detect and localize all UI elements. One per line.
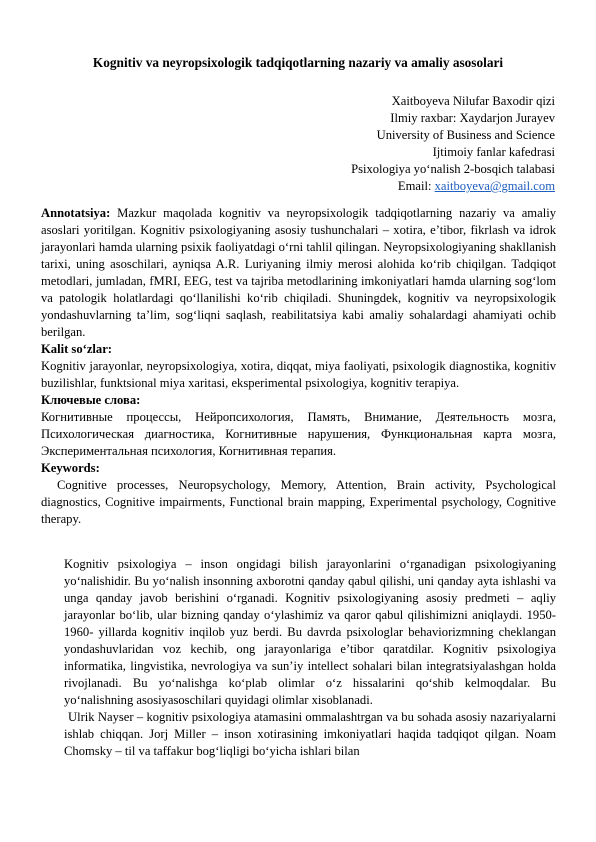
keywords-en-text: Cognitive processes, Neuropsychology, Memory, Attention, Brain activity, Psychological diagnostics, Cognitive impairments, Functional brain mapping, Experimental psychology, Cognitive therapy. xyxy=(41,478,556,526)
advisor-line: Ilmiy raxbar: Xaydarjon Jurayev xyxy=(390,111,555,125)
abstract-paragraph xyxy=(41,205,556,341)
university-line: University of Business and Science xyxy=(376,128,555,142)
keywords-en-label: Keywords: xyxy=(41,461,100,475)
body-paragraph-1: Kognitiv psixologiya – inson ongidagi bilish jarayonlarini o‘rganadigan psixologiyaning yo‘nalishidir. Bu yo‘nalish insonning axborotni qanday qabul qilishi, uni qanday ayta ishlashi va unga qanday javob berishini o‘rganadi. Kognitiv psixologiyaning asosiy predmeti – aqliy jarayonlar bo‘lib, ular bizning qanday o‘ylashimiz va qaror qabul qilishimizni aniqlaydi. 1950-1960- yillarda kognitiv inqilob yuz berdi. Bu davrda psixologlar behaviorizmning cheklangan yondashuvlaridan voz kechib, ong jarayonlariga e’tibor qaratdilar. Kognitiv psixologiya informatika, lingvistika, nevrologiya va sun’iy intellect sohalari bilan integratsiyalashgan holda rivojlanadi. Bu yo‘nalishga ko‘plab olimlar o‘z hissalarini qo‘shib kelmoqdalar. Bu yo‘nalishning asosiyasoschilari quyidagi olimlar xisoblanadi. xyxy=(64,557,556,707)
body-section xyxy=(64,556,556,760)
department-line: Ijtimoiy fanlar kafedrasi xyxy=(432,145,555,159)
abstract-text: Mazkur maqolada kognitiv va neyropsixologik tadqiqotlarning nazariy va amaliy asoslari yoritilgan. Kognitiv psixologiyaning asosiy tushunchalari – xotira, e’tibor, fikrlash va idrok jarayonlari hamda ularning psixik faoliyatdagi o‘rni tahlil qilingan. Neyropsixologiyaning shakllanish tarixi, uning asoschilari, ayniqsa A.R. Luriyaning ilmiy merosi alohida ko‘rib chiqilgan. Tadqiqot metodlari, jumladan, fMRI, EEG, test va tajriba metodlarining imkoniyatlari hamda ularning sog‘lom va patologik holatlardagi qo‘llanilishi ko‘rib chiqiladi. Shuningdek, kognitiv va neyropsixologik yondashuvlarning ta’lim, sog‘liqni saqlash, reabilitatsiya kabi amaliy sohalardagi ahamiyati ochib berilgan. xyxy=(41,206,556,339)
author-block xyxy=(351,93,555,195)
keywords-uz-text: Kognitiv jarayonlar, neyropsixologiya, xotira, diqqat, miya faoliyati, psixologik diagnostika, kognitiv buzilishlar, funktsional miya xaritasi, eksperimental psixologiya, kognitiv terapiya. xyxy=(41,359,556,390)
body-paragraph-2: Ulrik Nayser – kognitiv psixologiya atamasini ommalashtrgan va bu sohada asosiy nazariyalarni ishlab chiqqan. Jorj Miller – inson xotirasining imkoniyatlari haqida tadqiqot qilgan. Noam Chomsky – til va taffakur bog‘liqligi bo‘yicha ishlari bilan xyxy=(64,710,556,758)
keywords-uz-label: Kalit so‘zlar: xyxy=(41,342,112,356)
author-name: Xaitboyeva Nilufar Baxodir qizi xyxy=(391,94,555,108)
email-line xyxy=(351,178,555,195)
paper-title: Kognitiv va neyropsixologik tadqiqotlarning nazariy va amaliy asosolari xyxy=(92,55,504,70)
abstract-section xyxy=(41,205,556,528)
keywords-ru-text: Когнитивные процессы, Нейропсихология, Память, Внимание, Деятельность мозга, Психологическая диагностика, Когнитивные нарушения, Функциональная карта мозга, Экспериментальная психология, Когнитивная терапия. xyxy=(41,410,556,458)
email-link[interactable]: xaitboyeva@gmail.com xyxy=(434,179,555,193)
email-label: Email: xyxy=(397,179,435,193)
keywords-ru-label: Ключевые слова: xyxy=(41,393,141,407)
program-line: Psixologiya yo‘nalish 2-bosqich talabasi xyxy=(351,162,555,176)
abstract-label: Annotatsiya: xyxy=(41,206,111,220)
